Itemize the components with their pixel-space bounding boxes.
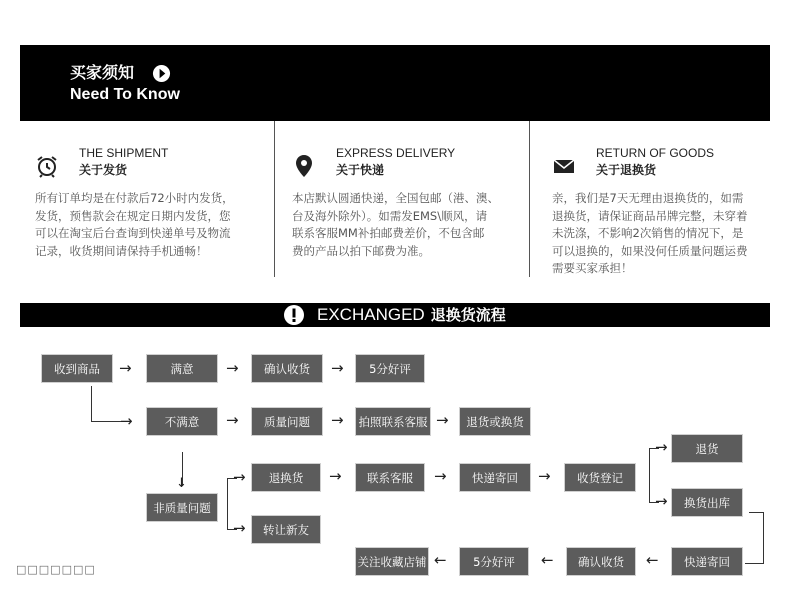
down-arrow-icon: ↓	[176, 476, 187, 491]
step-exchange-return: 退换货	[251, 463, 321, 492]
text-line: 需要买家承担！	[552, 261, 633, 275]
exchange-banner-title	[317, 305, 506, 326]
shipment-title-cn: 关于发货	[79, 163, 128, 177]
alarm-clock-icon	[35, 154, 59, 178]
flow-connector	[763, 512, 764, 564]
left-arrow-icon: ←	[541, 551, 554, 569]
right-arrow-icon: →	[233, 468, 246, 486]
text-line: 可以退换的，如果没何任质量问题运费	[552, 243, 748, 258]
right-arrow-icon: →	[655, 438, 668, 456]
right-arrow-icon: →	[538, 467, 551, 485]
step-return-or-exchange: 退货或换货	[459, 407, 531, 436]
right-arrow-icon: →	[120, 412, 133, 430]
return-text	[552, 190, 748, 278]
left-arrow-icon: ←	[434, 551, 447, 569]
right-arrow-icon: →	[233, 519, 246, 537]
watermark-text: □□□□□□□	[16, 563, 96, 576]
text-line: 本店默认圆通快递，全国包邮（港、澳、	[292, 191, 499, 205]
header-title-cn: 买家须知	[70, 63, 135, 82]
banner-title-en: EXCHANGED	[317, 305, 425, 324]
exchange-banner	[20, 303, 770, 327]
step-contact-service: 联系客服	[355, 463, 425, 492]
banner-title-cn: 退换货流程	[430, 307, 506, 324]
flow-connector	[227, 478, 228, 530]
step-express-return: 快递寄回	[459, 463, 531, 492]
text-line: 联系客服MM补拍邮费差价，不包含邮	[292, 226, 485, 240]
step-unsatisfied: 不满意	[146, 407, 218, 436]
left-arrow-icon: ←	[646, 551, 659, 569]
text-line: 台及海外除外）。如需发EMS\顺风，请	[292, 208, 488, 223]
text-line: 记录，收货期间请保持手机通畅！	[35, 243, 208, 258]
right-arrow-icon: →	[436, 411, 449, 429]
text-line: 费的产品以拍下邮费为准。	[292, 243, 430, 258]
step-confirm-receipt: 确认收货	[251, 354, 323, 383]
text-line: 亲，我们是7天无理由退换货的，如需	[552, 191, 744, 205]
text-line: 所有订单均是在付款后72小时内发货，	[35, 191, 234, 205]
flow-connector	[649, 448, 650, 503]
return-title-cn: 关于退换货	[596, 163, 657, 177]
right-arrow-icon: →	[434, 467, 447, 485]
flow-connector	[745, 563, 764, 564]
return-title-en: RETURN OF GOODS	[596, 146, 715, 160]
express-text	[292, 190, 499, 260]
column-divider	[529, 121, 530, 277]
location-pin-icon	[294, 154, 314, 178]
step-non-quality: 非质量问题	[146, 493, 218, 522]
step-five-star: 5分好评	[355, 354, 425, 383]
step-express-back: 快递寄回	[671, 547, 743, 576]
right-arrow-icon: →	[331, 411, 344, 429]
shipment-text	[35, 190, 234, 260]
right-arrow-icon: →	[331, 359, 344, 377]
flow-connector	[749, 512, 763, 513]
step-photo-contact: 拍照联系客服	[355, 407, 431, 436]
step-received: 收到商品	[41, 354, 113, 383]
step-receipt-register: 收货登记	[564, 463, 636, 492]
step-confirm-receipt-2: 确认收货	[566, 547, 636, 576]
exclamation-icon	[283, 304, 305, 326]
right-arrow-icon: →	[119, 359, 132, 377]
text-line: 退换货，请保证商品吊牌完整，未穿着	[552, 208, 748, 223]
right-arrow-icon: →	[329, 467, 342, 485]
right-arrow-icon: →	[226, 411, 239, 429]
envelope-icon	[552, 154, 576, 178]
step-quality-issue: 质量问题	[251, 407, 323, 436]
step-exchange-out: 换货出库	[671, 488, 743, 517]
right-arrow-icon: →	[655, 492, 668, 510]
text-line: 未洗涤，不影响2次销售的情况下，是	[552, 226, 744, 240]
step-transfer-friend: 转让新友	[251, 515, 321, 544]
column-divider	[274, 121, 275, 277]
shipment-title-en: THE SHIPMENT	[79, 146, 169, 160]
step-follow-store: 关注收藏店铺	[355, 547, 429, 576]
express-title-cn: 关于快递	[336, 163, 385, 177]
play-arrow-icon	[152, 64, 171, 83]
header-title-en: Need To Know	[70, 86, 180, 103]
express-title-en: EXPRESS DELIVERY	[336, 146, 456, 160]
need-to-know-header	[20, 45, 770, 121]
step-refund: 退货	[671, 434, 743, 463]
step-satisfied: 满意	[146, 354, 218, 383]
step-five-star-2: 5分好评	[459, 547, 529, 576]
text-line: 可以在淘宝后台查询到快递单号及物流	[35, 226, 231, 240]
flow-connector	[91, 386, 92, 422]
text-line: 发货，预售款会在规定日期内发货，您	[35, 208, 231, 223]
right-arrow-icon: →	[226, 359, 239, 377]
